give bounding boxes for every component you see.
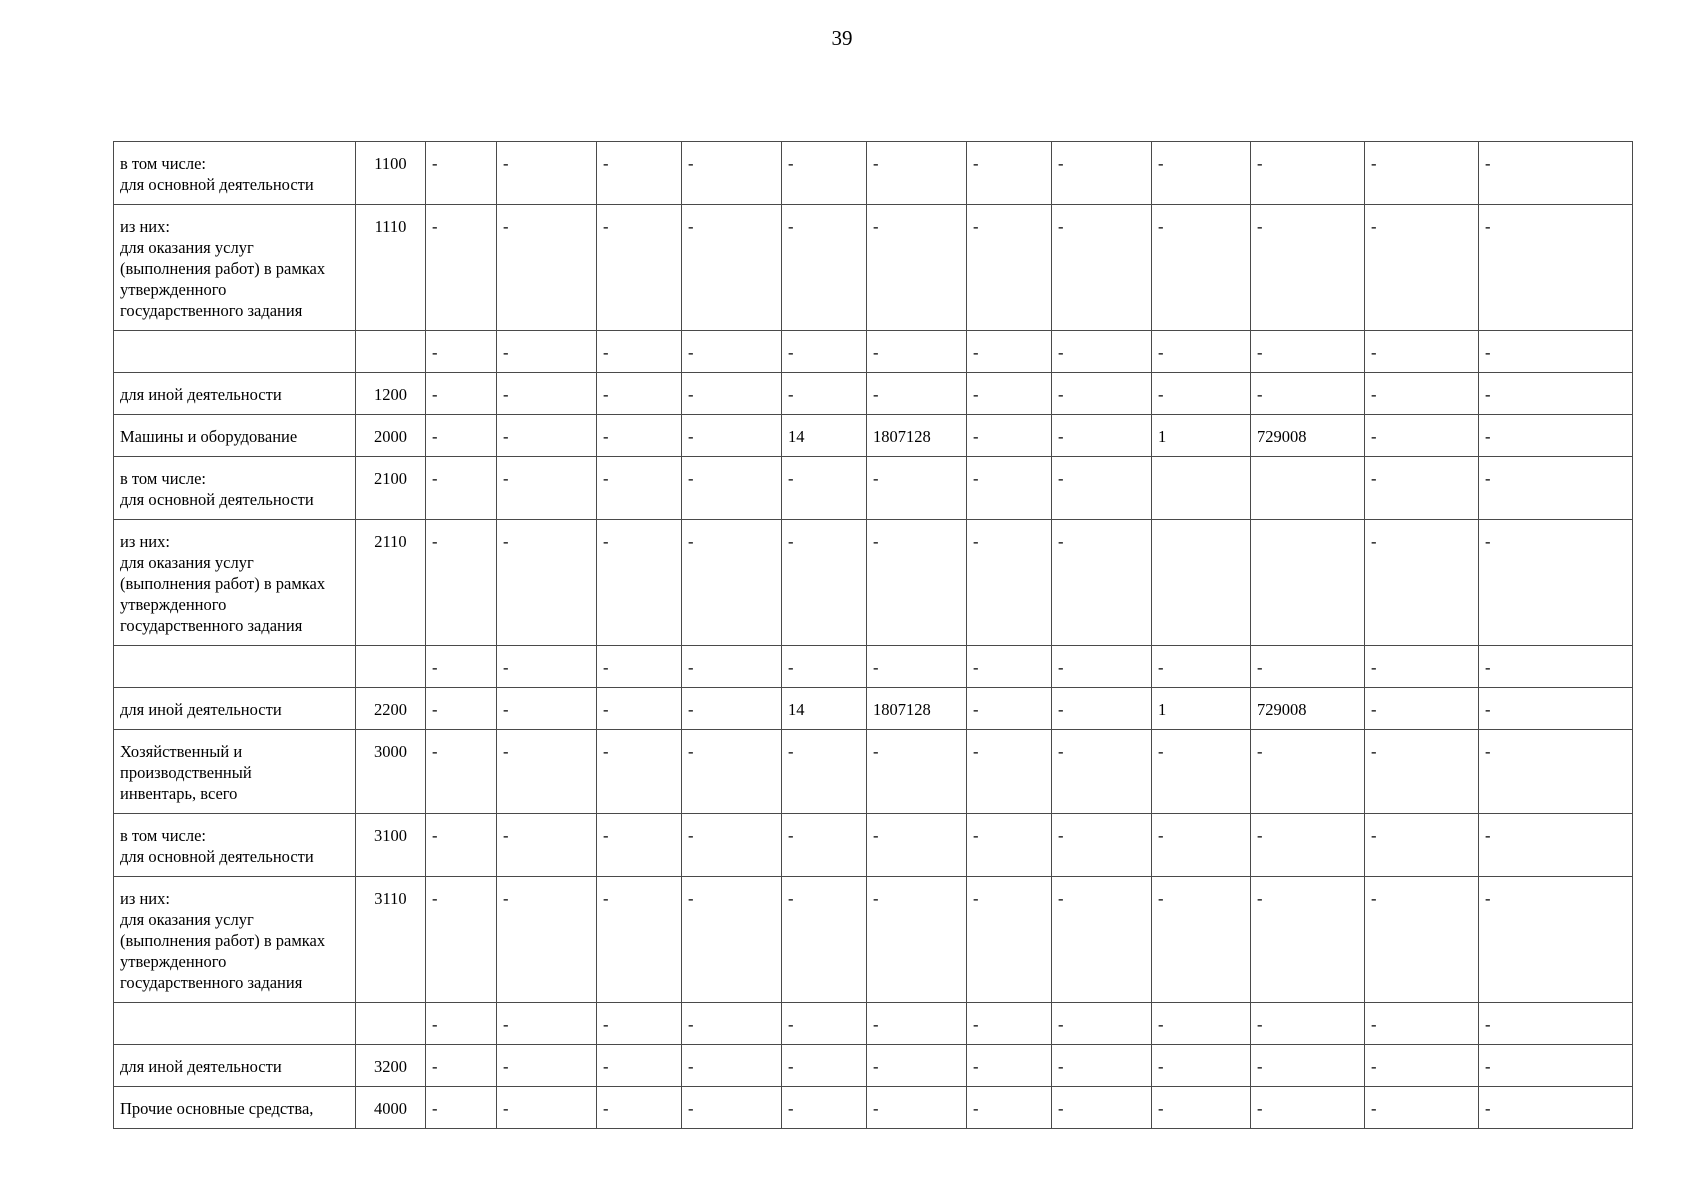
row-code-cell: 2110: [356, 520, 426, 646]
value-cell: -: [426, 877, 497, 1003]
value-cell: -: [1365, 331, 1479, 373]
row-label-line: государственного задания: [120, 973, 303, 992]
value-cell: -: [1251, 142, 1365, 205]
value-cell: -: [497, 142, 597, 205]
value-cell: -: [682, 457, 782, 520]
value-cell: -: [682, 142, 782, 205]
value-cell: -: [867, 730, 967, 814]
row-label-line: (выполнения работ) в рамках: [120, 574, 326, 593]
row-label-line: государственного задания: [120, 616, 303, 635]
value-cell: -: [967, 1003, 1052, 1045]
value-cell: -: [497, 730, 597, 814]
value-cell: 729008: [1251, 688, 1365, 730]
value-cell: -: [597, 688, 682, 730]
row-code-cell: 4000: [356, 1087, 426, 1129]
value-cell: -: [967, 520, 1052, 646]
value-cell: -: [867, 457, 967, 520]
value-cell: [1152, 520, 1251, 646]
value-cell: -: [867, 142, 967, 205]
value-cell: 1807128: [867, 415, 967, 457]
value-cell: -: [782, 142, 867, 205]
value-cell: -: [1365, 814, 1479, 877]
row-label-cell: [114, 1003, 356, 1045]
value-cell: 1: [1152, 688, 1251, 730]
value-cell: -: [426, 373, 497, 415]
value-cell: -: [1479, 415, 1633, 457]
row-label-line: (выполнения работ) в рамках: [120, 259, 326, 278]
row-label-cell: [114, 142, 356, 205]
value-cell: -: [782, 1087, 867, 1129]
value-cell: -: [1365, 373, 1479, 415]
value-cell: -: [597, 877, 682, 1003]
row-code-cell: 3100: [356, 814, 426, 877]
value-cell: -: [1152, 205, 1251, 331]
value-cell: [1152, 457, 1251, 520]
row-label-line: утвержденного: [120, 595, 227, 614]
value-cell: -: [597, 1087, 682, 1129]
value-cell: -: [967, 688, 1052, 730]
row-code-cell: 2000: [356, 415, 426, 457]
value-cell: -: [1479, 205, 1633, 331]
value-cell: -: [426, 646, 497, 688]
value-cell: -: [597, 814, 682, 877]
value-cell: -: [426, 730, 497, 814]
row-label-cell: [114, 415, 356, 457]
value-cell: -: [497, 1003, 597, 1045]
value-cell: -: [1052, 457, 1152, 520]
value-cell: -: [497, 688, 597, 730]
value-cell: -: [1251, 814, 1365, 877]
row-label-line: утвержденного: [120, 280, 227, 299]
value-cell: -: [1365, 730, 1479, 814]
value-cell: -: [867, 1045, 967, 1087]
value-cell: -: [1479, 373, 1633, 415]
row-label-line: (выполнения работ) в рамках: [120, 931, 326, 950]
table-row: [114, 415, 1633, 457]
row-label-line: для оказания услуг: [120, 238, 254, 257]
value-cell: -: [682, 1045, 782, 1087]
value-cell: -: [1152, 646, 1251, 688]
value-cell: -: [967, 415, 1052, 457]
page-number: 39: [831, 26, 853, 50]
value-cell: [1251, 457, 1365, 520]
value-cell: -: [1251, 331, 1365, 373]
value-cell: -: [967, 1087, 1052, 1129]
value-cell: -: [1251, 373, 1365, 415]
value-cell: -: [1052, 877, 1152, 1003]
value-cell: -: [1479, 688, 1633, 730]
value-cell: -: [597, 646, 682, 688]
row-label-line: производственный: [120, 763, 252, 782]
row-label-cell: [114, 205, 356, 331]
value-cell: -: [967, 877, 1052, 1003]
value-cell: -: [1365, 1087, 1479, 1129]
value-cell: -: [597, 205, 682, 331]
row-label-line: для основной деятельности: [120, 490, 314, 509]
row-label-line: для иной деятельности: [120, 385, 282, 404]
row-code-cell: 1200: [356, 373, 426, 415]
row-code-cell: 3000: [356, 730, 426, 814]
value-cell: -: [1052, 373, 1152, 415]
value-cell: -: [1052, 730, 1152, 814]
value-cell: -: [682, 877, 782, 1003]
value-cell: -: [426, 205, 497, 331]
value-cell: -: [497, 1087, 597, 1129]
value-cell: -: [1251, 1045, 1365, 1087]
value-cell: -: [682, 814, 782, 877]
value-cell: -: [967, 205, 1052, 331]
value-cell: -: [1152, 1045, 1251, 1087]
value-cell: -: [682, 1087, 782, 1129]
table-row: [114, 457, 1633, 520]
row-label-cell: [114, 1045, 356, 1087]
value-cell: -: [597, 457, 682, 520]
value-cell: -: [1152, 1003, 1251, 1045]
row-label-line: утвержденного: [120, 952, 227, 971]
value-cell: -: [597, 730, 682, 814]
value-cell: -: [867, 646, 967, 688]
value-cell: -: [1365, 205, 1479, 331]
value-cell: -: [1365, 1003, 1479, 1045]
value-cell: -: [426, 688, 497, 730]
value-cell: -: [1479, 142, 1633, 205]
row-label-line: для основной деятельности: [120, 175, 314, 194]
row-label-cell: [114, 457, 356, 520]
value-cell: -: [597, 373, 682, 415]
value-cell: -: [682, 646, 782, 688]
value-cell: -: [1052, 646, 1152, 688]
value-cell: -: [867, 373, 967, 415]
row-label-line: Машины и оборудование: [120, 427, 298, 446]
value-cell: -: [682, 1003, 782, 1045]
value-cell: -: [497, 373, 597, 415]
value-cell: -: [782, 1003, 867, 1045]
row-label-line: Хозяйственный и: [120, 742, 243, 761]
value-cell: -: [782, 877, 867, 1003]
value-cell: -: [1365, 877, 1479, 1003]
value-cell: -: [1479, 1003, 1633, 1045]
fixed-assets-table: [113, 141, 1633, 1129]
value-cell: -: [967, 331, 1052, 373]
value-cell: -: [1152, 814, 1251, 877]
value-cell: -: [967, 646, 1052, 688]
value-cell: -: [1251, 646, 1365, 688]
row-code-cell: 1100: [356, 142, 426, 205]
value-cell: 1807128: [867, 688, 967, 730]
row-label-line: в том числе:: [120, 469, 207, 488]
value-cell: -: [1052, 814, 1152, 877]
value-cell: -: [497, 415, 597, 457]
value-cell: -: [426, 814, 497, 877]
value-cell: -: [1251, 1003, 1365, 1045]
value-cell: -: [967, 814, 1052, 877]
value-cell: -: [967, 457, 1052, 520]
value-cell: -: [867, 205, 967, 331]
value-cell: -: [497, 1045, 597, 1087]
row-label-line: для оказания услуг: [120, 910, 254, 929]
row-label-cell: [114, 730, 356, 814]
value-cell: -: [867, 1087, 967, 1129]
value-cell: -: [682, 331, 782, 373]
row-label-line: из них:: [120, 217, 170, 236]
value-cell: -: [1365, 520, 1479, 646]
row-label-line: для основной деятельности: [120, 847, 314, 866]
value-cell: -: [1479, 730, 1633, 814]
row-label-cell: [114, 520, 356, 646]
value-cell: -: [1479, 1045, 1633, 1087]
value-cell: -: [1052, 415, 1152, 457]
value-cell: 729008: [1251, 415, 1365, 457]
value-cell: -: [426, 331, 497, 373]
value-cell: -: [967, 1045, 1052, 1087]
value-cell: -: [1052, 1045, 1152, 1087]
value-cell: -: [782, 520, 867, 646]
value-cell: -: [1479, 331, 1633, 373]
value-cell: -: [1152, 1087, 1251, 1129]
value-cell: -: [682, 205, 782, 331]
table-row: [114, 373, 1633, 415]
value-cell: -: [497, 877, 597, 1003]
value-cell: -: [1052, 205, 1152, 331]
value-cell: -: [782, 457, 867, 520]
value-cell: -: [1152, 331, 1251, 373]
value-cell: -: [1251, 205, 1365, 331]
value-cell: -: [1052, 520, 1152, 646]
value-cell: -: [1251, 730, 1365, 814]
value-cell: -: [1479, 1087, 1633, 1129]
value-cell: -: [782, 205, 867, 331]
value-cell: -: [497, 520, 597, 646]
value-cell: -: [867, 331, 967, 373]
value-cell: -: [782, 814, 867, 877]
value-cell: -: [597, 142, 682, 205]
value-cell: -: [1365, 688, 1479, 730]
value-cell: -: [782, 1045, 867, 1087]
value-cell: -: [782, 331, 867, 373]
value-cell: -: [682, 415, 782, 457]
value-cell: 14: [782, 415, 867, 457]
row-label-line: в том числе:: [120, 154, 207, 173]
value-cell: -: [782, 730, 867, 814]
value-cell: -: [1479, 457, 1633, 520]
row-label-line: для иной деятельности: [120, 1057, 282, 1076]
table-row: [114, 814, 1633, 877]
value-cell: -: [1152, 373, 1251, 415]
value-cell: -: [597, 1003, 682, 1045]
value-cell: -: [597, 415, 682, 457]
value-cell: -: [426, 415, 497, 457]
value-cell: -: [1251, 877, 1365, 1003]
value-cell: -: [497, 814, 597, 877]
value-cell: -: [497, 331, 597, 373]
row-label-line: из них:: [120, 532, 170, 551]
value-cell: -: [1365, 1045, 1479, 1087]
value-cell: -: [497, 646, 597, 688]
value-cell: -: [967, 373, 1052, 415]
row-label-cell: [114, 331, 356, 373]
value-cell: -: [1152, 730, 1251, 814]
table-row: [114, 1045, 1633, 1087]
value-cell: -: [1152, 877, 1251, 1003]
value-cell: -: [426, 1087, 497, 1129]
value-cell: 14: [782, 688, 867, 730]
value-cell: -: [682, 688, 782, 730]
row-code-cell: [356, 646, 426, 688]
row-label-line: в том числе:: [120, 826, 207, 845]
value-cell: -: [1052, 688, 1152, 730]
value-cell: -: [682, 373, 782, 415]
table-row: [114, 142, 1633, 205]
table-row: [114, 688, 1633, 730]
value-cell: -: [682, 520, 782, 646]
value-cell: -: [597, 520, 682, 646]
value-cell: -: [597, 331, 682, 373]
value-cell: -: [426, 1003, 497, 1045]
table-row: [114, 877, 1633, 1003]
value-cell: [1251, 520, 1365, 646]
row-label-line: для иной деятельности: [120, 700, 282, 719]
table-row: [114, 646, 1633, 688]
table-body: [114, 142, 1633, 1129]
row-code-cell: 2200: [356, 688, 426, 730]
value-cell: -: [1365, 142, 1479, 205]
value-cell: -: [497, 457, 597, 520]
row-code-cell: [356, 1003, 426, 1045]
row-label-line: Прочие основные средства,: [120, 1099, 314, 1118]
value-cell: -: [426, 457, 497, 520]
table-row: [114, 730, 1633, 814]
table-row: [114, 520, 1633, 646]
row-code-cell: 3110: [356, 877, 426, 1003]
row-label-cell: [114, 877, 356, 1003]
value-cell: -: [1479, 646, 1633, 688]
row-code-cell: 1110: [356, 205, 426, 331]
value-cell: -: [1365, 415, 1479, 457]
row-label-cell: [114, 373, 356, 415]
value-cell: -: [1052, 331, 1152, 373]
value-cell: -: [1152, 142, 1251, 205]
value-cell: -: [867, 1003, 967, 1045]
row-label-cell: [114, 1087, 356, 1129]
value-cell: -: [426, 1045, 497, 1087]
table-row: [114, 205, 1633, 331]
row-code-cell: 3200: [356, 1045, 426, 1087]
row-label-line: для оказания услуг: [120, 553, 254, 572]
value-cell: -: [597, 1045, 682, 1087]
row-code-cell: [356, 331, 426, 373]
value-cell: -: [1052, 142, 1152, 205]
table-row: [114, 331, 1633, 373]
value-cell: -: [1251, 1087, 1365, 1129]
row-label-line: инвентарь, всего: [120, 784, 238, 803]
row-label-cell: [114, 688, 356, 730]
value-cell: -: [1052, 1087, 1152, 1129]
value-cell: -: [497, 205, 597, 331]
row-label-line: государственного задания: [120, 301, 303, 320]
value-cell: -: [782, 373, 867, 415]
value-cell: 1: [1152, 415, 1251, 457]
value-cell: -: [1479, 520, 1633, 646]
row-label-cell: [114, 646, 356, 688]
table-row: [114, 1003, 1633, 1045]
value-cell: -: [682, 730, 782, 814]
row-code-cell: 2100: [356, 457, 426, 520]
value-cell: -: [967, 730, 1052, 814]
value-cell: -: [867, 814, 967, 877]
value-cell: -: [426, 520, 497, 646]
value-cell: -: [867, 520, 967, 646]
row-label-cell: [114, 814, 356, 877]
value-cell: -: [867, 877, 967, 1003]
value-cell: -: [1479, 877, 1633, 1003]
table-row: [114, 1087, 1633, 1129]
value-cell: -: [967, 142, 1052, 205]
row-label-line: из них:: [120, 889, 170, 908]
value-cell: -: [1479, 814, 1633, 877]
value-cell: -: [782, 646, 867, 688]
value-cell: -: [1365, 457, 1479, 520]
value-cell: -: [1052, 1003, 1152, 1045]
value-cell: -: [1365, 646, 1479, 688]
value-cell: -: [426, 142, 497, 205]
